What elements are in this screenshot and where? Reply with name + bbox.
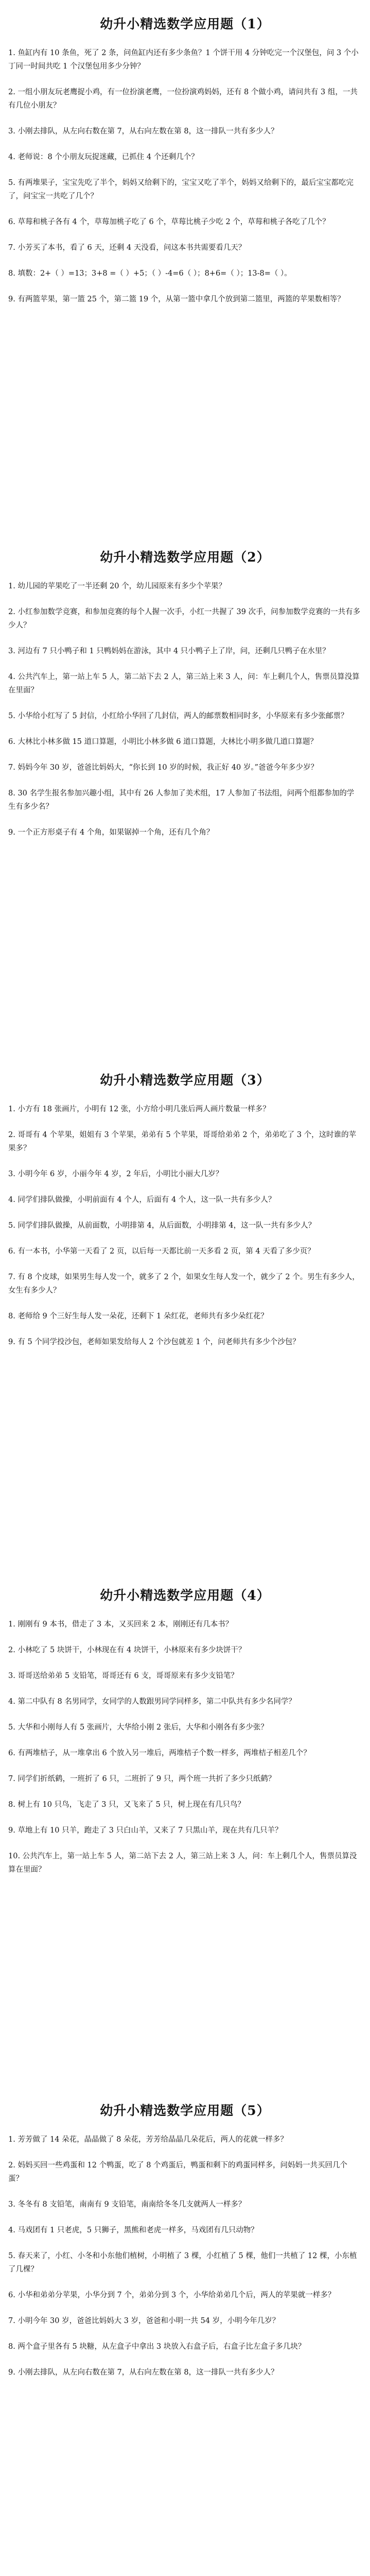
question-item: 8. 两个盒子里各有 5 块糖，从左盒子中拿出 3 块放入右盒子后，右盒子比左盒子多几块？ bbox=[8, 2343, 306, 2351]
question-item: 9. 小刚去排队，从左向右数在第 7，从右向左数在第 8，这一排队一共有多少人？ bbox=[8, 2368, 278, 2377]
question-item: 2. 哥哥有 4 个苹果，姐姐有 3 个苹果，弟弟有 5 个苹果，哥哥给弟弟 2 个，弟弟吃了 3 个，这时谁的苹果多？ bbox=[8, 1131, 357, 1153]
question-item: 9. 一个正方形桌子有 4 个角，如果锯掉一个角，还有几个角？ bbox=[8, 828, 214, 837]
question-item: 4. 老师说：8 个小朋友玩捉迷藏，已抓住 4 个还剩几个？ bbox=[8, 153, 199, 161]
question-item: 7. 同学们折纸鹤，一班折了 6 只，二班折了 9 只，两个班一共折了多少只纸鹤？ bbox=[8, 1775, 276, 1783]
question-item: 1. 刚刚有 9 本书，借走了 3 本，又买回来 2 本，刚刚还有几本书？ bbox=[8, 1620, 233, 1629]
section-5 bbox=[0, 2102, 370, 2392]
question-item: 3. 冬冬有 8 支铅笔，南南有 9 支铅笔，南南给冬冬几支就两人一样多？ bbox=[8, 2200, 246, 2209]
question-item: 8. 30 名学生报名参加兴趣小组，其中有 26 人参加了美术组，17 人参加了书法组，问两个组都参加的学生有多少名？ bbox=[8, 789, 355, 811]
question-item: 3. 小明今年 6 岁，小丽今年 4 岁，2 年后，小明比小丽大几岁？ bbox=[8, 1170, 223, 1178]
question-item: 6. 有两堆桔子，从一堆拿出 6 个放入另一堆后，两堆桔子个数一样多，两堆桔子相差几个？ bbox=[8, 1749, 311, 1757]
question-item: 4. 马戏团有 1 只老虎，5 只狮子，黑熊和老虎一样多，马戏团有几只动物？ bbox=[8, 2226, 258, 2234]
section-title: 幼升小精选数学应用题（2） bbox=[100, 550, 270, 565]
question-item: 7. 小明今年 30 岁，爸爸比妈妈大 3 岁，爸爸和小明一共 54 岁，小明今年几岁？ bbox=[8, 2317, 280, 2325]
question-item: 1. 小方有 18 张画片，小明有 12 张，小方给小明几张后两人画片数量一样多？ bbox=[8, 1105, 270, 1113]
question-item: 6. 小华和弟弟分苹果，小华分到 7 个，弟弟分到 3 个，小华给弟弟几个后，两人的苹果就一样多？ bbox=[8, 2291, 336, 2299]
question-list bbox=[0, 2133, 370, 2379]
question-item: 7. 妈妈今年 30 岁，爸爸比妈妈大，“你长到 10 岁的时候，我正好 40 岁。”爸爸今年多少岁？ bbox=[8, 764, 319, 772]
question-item: 7. 小芳买了本书，看了 6 天，还剩 4 天没看，问这本书共需要看几天？ bbox=[8, 244, 246, 252]
section-title: 幼升小精选数学应用题（3） bbox=[100, 1073, 270, 1088]
question-item: 1. 芳芳做了 14 朵花，晶晶做了 8 朵花，芳芳给晶晶几朵花后，两人的花就一样多？ bbox=[8, 2136, 288, 2144]
question-item: 10. 公共汽车上，第一站上车 5 人，第二站下去 2 人，第三站上来 3 人，问：车上剩几个人，售票员算没算在里面？ bbox=[8, 1852, 357, 1874]
question-item: 7. 有 8 个皮球，如果男生每人发一个，就多了 2 个，如果女生每人发一个，就少了 2 个。男生有多少人，女生有多少人？ bbox=[8, 1273, 360, 1295]
question-item: 6. 大林比小林多做 15 道口算题，小明比小林多做 6 道口算题，大林比小明多做几道口算题？ bbox=[8, 738, 318, 746]
section-4 bbox=[0, 1587, 370, 1889]
question-item: 9. 草地上有 10 只羊，跑走了 3 只白山羊，又来了 7 只黑山羊，现在共有几只羊？ bbox=[8, 1826, 283, 1835]
question-list bbox=[0, 46, 370, 306]
question-item: 9. 有 5 个同学投沙包，老师如果发给每人 2 个沙包就差 1 个，问老师共有多少个沙包？ bbox=[8, 1338, 300, 1346]
question-item: 4. 同学们排队做操，小明前面有 4 个人，后面有 4 个人，这一队一共有多少人？ bbox=[8, 1196, 276, 1204]
question-item: 2. 妈妈买回一些鸡蛋和 12 个鸭蛋，吃了 8 个鸡蛋后，鸭蛋和剩下的鸡蛋同样多，问妈妈一共买回几个蛋？ bbox=[8, 2161, 348, 2183]
question-item: 8. 老师给 9 个三好生每人发一朵花，还剩下 1 朵红花，老师共有多少朵红花？ bbox=[8, 1312, 268, 1320]
question-item: 5. 大华和小刚每人有 5 张画片，大华给小刚 2 张后，大华和小刚各有多少张？ bbox=[8, 1723, 268, 1732]
section-3 bbox=[0, 1072, 370, 1361]
question-item: 8. 树上有 10 只鸟，飞走了 3 只，又飞来了 5 只，树上现在有几只鸟？ bbox=[8, 1801, 245, 1809]
question-list bbox=[0, 580, 370, 839]
question-item: 2. 小林吃了 5 块饼干，小林现在有 4 块饼干，小林原来有多少块饼干？ bbox=[8, 1646, 246, 1654]
question-item: 5. 小华给小红写了 5 封信，小红给小华回了几封信，两人的邮票数相同时多，小华原来有多少张邮票？ bbox=[8, 712, 348, 720]
question-item: 4. 第二中队有 8 名男同学，女同学的人数跟男同学同样多，第二中队共有多少名同学？ bbox=[8, 1698, 296, 1706]
question-item: 1. 幼儿园的苹果吃了一半还剩 20 个，幼儿园原来有多少个苹果？ bbox=[8, 582, 226, 590]
question-item: 2. 一组小朋友玩老鹰捉小鸡，有一位扮演老鹰，一位扮演鸡妈妈，还有 8 个做小鸡，请问共有 3 组，一共有几位小朋友？ bbox=[8, 88, 358, 110]
question-item: 5. 同学们排队做操，从前面数，小明排第 4，从后面数，小明排第 4，这一队一共有多少人？ bbox=[8, 1222, 316, 1230]
question-item: 8. 填数：2+（ ）=13；3+8 =（ ）+5；（ ）-4=6（ ）；8+6=（ ）；13-8=（ ）。 bbox=[8, 269, 292, 278]
question-item: 3. 小刚去排队，从左向右数在第 7，从右向左数在第 8，这一排队一共有多少人？ bbox=[8, 127, 278, 135]
question-item: 6. 草莓和桃子各有 4 个，草莓加桃子吃了 6 个，草莓比桃子少吃 2 个，草莓和桃子各吃了几个？ bbox=[8, 218, 330, 226]
section-1 bbox=[0, 15, 370, 318]
question-item: 1. 鱼缸内有 10 条鱼，死了 2 条，问鱼缸内还有多少条鱼？1 个饼干用 4 分钟吃完一个汉堡包，问 3 个小丁同一时间共吃 1 个汉堡包用多少分钟？ bbox=[8, 49, 359, 71]
section-title: 幼升小精选数学应用题（4） bbox=[100, 1588, 270, 1603]
question-list bbox=[0, 1103, 370, 1349]
question-item: 6. 有一本书，小华第一天看了 2 页，以后每一天都比前一天多看 2 页，第 4 天看了多少页？ bbox=[8, 1247, 315, 1256]
question-item: 3. 哥哥送给弟弟 5 支铅笔，哥哥还有 6 支，哥哥原来有多少支铅笔？ bbox=[8, 1672, 238, 1680]
question-item: 2. 小红参加数学竞赛，和参加竞赛的每个人握一次手，小红一共握了 39 次手，问参加数学竞赛的一共有多少人？ bbox=[8, 608, 361, 630]
section-2 bbox=[0, 549, 370, 852]
question-item: 9. 有两篮苹果，第一篮 25 个，第二篮 19 个，从第一篮中拿几个放到第二篮里，两篮的苹果数相等？ bbox=[8, 295, 345, 303]
section-title: 幼升小精选数学应用题（1） bbox=[100, 16, 270, 31]
question-item: 4. 公共汽车上，第一站上车 5 人，第二站下去 2 人，第三站上来 3 人，问：车上剩几个人，售票员算没算在里面？ bbox=[8, 673, 360, 694]
question-item: 5. 春天来了，小红、小冬和小东他们植树，小明植了 3 棵，小红植了 5 棵，他们一共植了 12 棵，小东植了几棵？ bbox=[8, 2252, 357, 2274]
question-item: 5. 有两堆果子，宝宝先吃了半个，妈妈又给剩下的，宝宝又吃了半个，妈妈又给剩下的，最后宝宝都吃完了，问宝宝一共吃了几个？ bbox=[8, 179, 354, 200]
question-list bbox=[0, 1618, 370, 1876]
section-title: 幼升小精选数学应用题（5） bbox=[100, 2103, 270, 2118]
question-item: 3. 河边有 7 只小鸭子和 1 只鸭妈妈在游泳，其中 4 只小鸭子上了岸，问，还剩几只鸭子在水里？ bbox=[8, 647, 330, 655]
